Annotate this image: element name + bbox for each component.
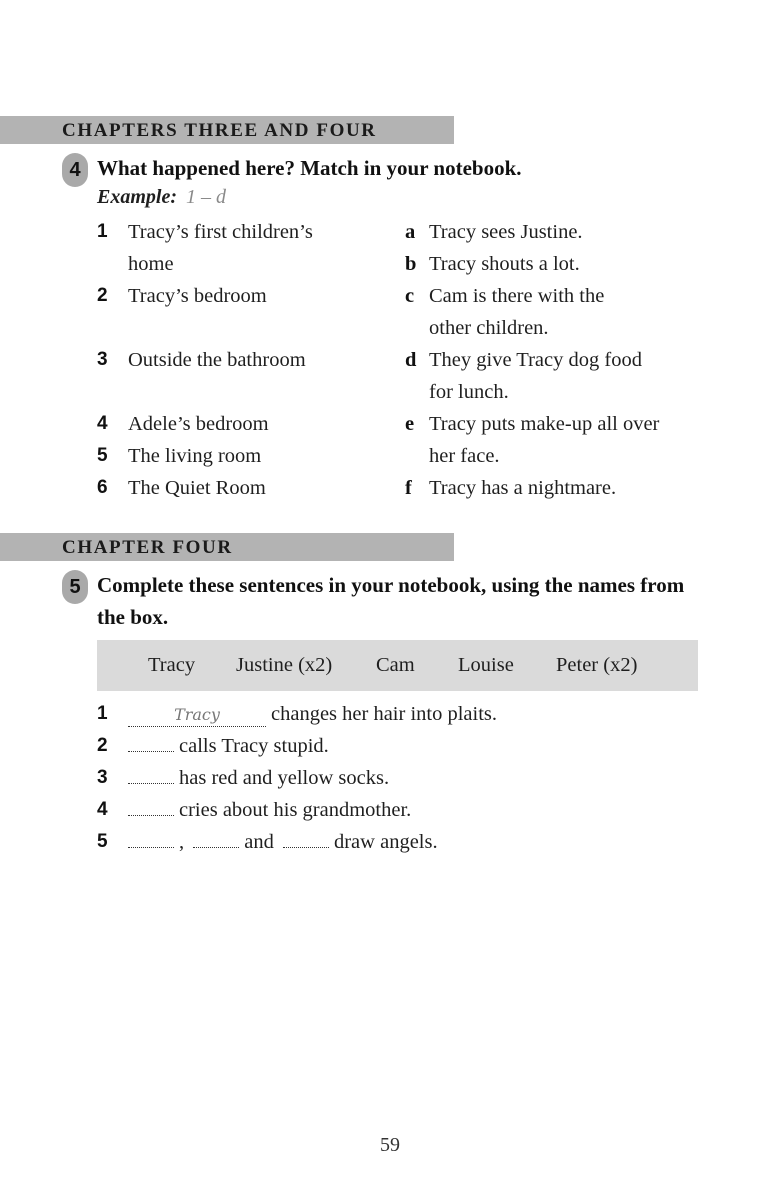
list-item-number: 5 bbox=[97, 445, 108, 466]
list-item-text: Tracy has a nightmare. bbox=[429, 477, 617, 499]
box-name: Cam bbox=[376, 654, 415, 676]
list-item-number: 3 bbox=[97, 349, 108, 370]
separator: and bbox=[244, 831, 274, 853]
list-item-text: Tracy sees Justine. bbox=[429, 221, 583, 243]
blank-line bbox=[193, 829, 239, 848]
blank-line bbox=[128, 829, 174, 848]
list-item-letter: c bbox=[405, 285, 415, 307]
sentence-text: changes her hair into plaits. bbox=[271, 703, 498, 725]
blank-line bbox=[128, 797, 174, 816]
sentence-number: 5 bbox=[97, 831, 108, 852]
list-item-number: 2 bbox=[97, 285, 108, 306]
page-number: 59 bbox=[380, 1134, 400, 1156]
sentence bbox=[128, 762, 389, 794]
list-item-text: Outside the bathroom bbox=[128, 349, 306, 371]
list-item-text: her face. bbox=[429, 445, 500, 467]
section-heading: CHAPTER FOUR bbox=[62, 537, 233, 558]
list-item-letter: b bbox=[405, 253, 417, 275]
list-item-text: Adele’s bedroom bbox=[128, 413, 269, 435]
sentence-number: 1 bbox=[97, 703, 108, 724]
sentence bbox=[128, 794, 411, 826]
list-item-letter: a bbox=[405, 221, 416, 243]
blank-line bbox=[283, 829, 329, 848]
list-item-text: Tracy puts make-up all over bbox=[429, 413, 660, 435]
box-name: Tracy bbox=[148, 654, 196, 676]
list-item-number: 4 bbox=[97, 413, 108, 434]
sentence-text: cries about his grandmother. bbox=[179, 799, 412, 821]
section-header-band bbox=[0, 533, 454, 561]
sentence-number: 3 bbox=[97, 767, 108, 788]
list-item-text: Tracy’s bedroom bbox=[128, 285, 267, 307]
question-number-badge: 5 bbox=[62, 570, 88, 604]
question-number-badge: 4 bbox=[62, 153, 88, 187]
list-item-number: 6 bbox=[97, 477, 108, 498]
sentence-text: has red and yellow socks. bbox=[179, 767, 390, 789]
name-box bbox=[97, 640, 698, 691]
example-label: Example: bbox=[97, 186, 177, 208]
sentence-number: 2 bbox=[97, 735, 108, 756]
list-item-letter: d bbox=[405, 349, 417, 371]
list-item-text: Tracy shouts a lot. bbox=[429, 253, 580, 275]
box-name: Justine (x2) bbox=[236, 654, 333, 676]
answer-blank: Tracy bbox=[128, 704, 266, 727]
blank-line bbox=[128, 765, 174, 784]
example-value: 1 – d bbox=[186, 186, 226, 208]
sentence-text: calls Tracy stupid. bbox=[179, 735, 329, 757]
sentence bbox=[128, 698, 497, 730]
list-item-text: home bbox=[128, 253, 174, 275]
blank-line bbox=[128, 733, 174, 752]
list-item-text: Cam is there with the bbox=[429, 285, 605, 307]
list-item-letter: f bbox=[405, 477, 412, 499]
list-item-letter: e bbox=[405, 413, 415, 435]
section-header-band bbox=[0, 116, 454, 144]
sentence-text: draw angels. bbox=[333, 831, 438, 853]
question-title: What happened here? Match in your notebook. bbox=[97, 156, 522, 180]
example-line bbox=[97, 186, 226, 209]
separator: , bbox=[179, 831, 185, 853]
list-item-text: for lunch. bbox=[429, 381, 509, 403]
list-item-text: Tracy’s first children’s bbox=[128, 221, 313, 243]
question-title: Complete these sentences in your notebook, using the names from the box. bbox=[97, 573, 685, 629]
box-name: Peter (x2) bbox=[556, 654, 638, 676]
section-heading: CHAPTERS THREE AND FOUR bbox=[62, 120, 377, 141]
box-name: Louise bbox=[458, 654, 514, 676]
sentence bbox=[128, 730, 329, 762]
list-item-text: The Quiet Room bbox=[128, 477, 266, 499]
sentence-number: 4 bbox=[97, 799, 108, 820]
list-item-text: other children. bbox=[429, 317, 549, 339]
list-item-text: The living room bbox=[128, 445, 262, 467]
list-item-number: 1 bbox=[97, 221, 108, 242]
sentence bbox=[128, 826, 438, 858]
list-item-text: They give Tracy dog food bbox=[429, 349, 642, 371]
